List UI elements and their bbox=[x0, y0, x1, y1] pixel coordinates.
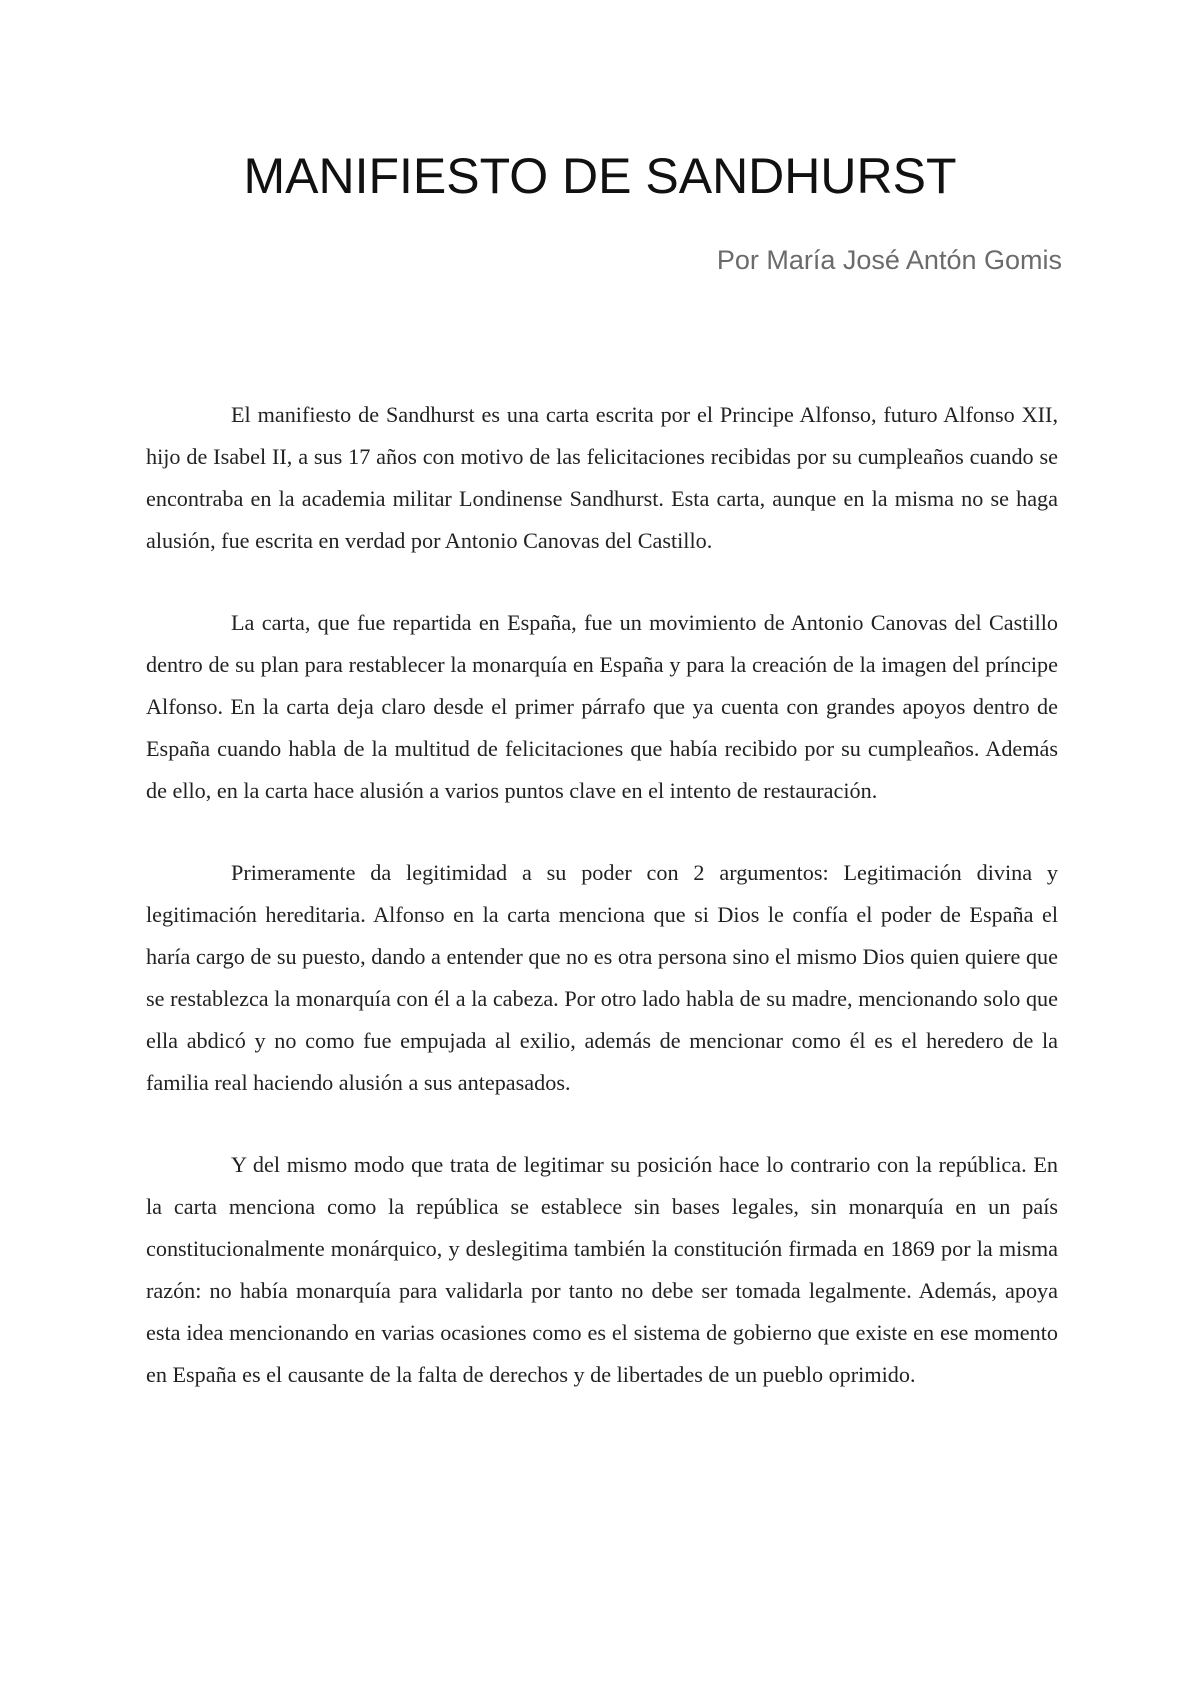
body-paragraph: La carta, que fue repartida en España, fue un movimiento de Antonio Canovas del Castillo dentro de su plan para restablecer la monarquía en España y para la creación de la imagen del príncipe Alfonso. En la carta deja claro desde el primer párrafo que ya cuenta con grandes apoyos dentro de España cuando habla de la multitud de felicitaciones que había recibido por su cumpleaños. Además de ello, en la carta hace alusión a varios puntos clave en el intento de restauración. bbox=[146, 610, 1058, 803]
document-body bbox=[146, 394, 1058, 1436]
body-paragraph: Y del mismo modo que trata de legitimar su posición hace lo contrario con la república. En la carta menciona como la república se establece sin bases legales, sin monarquía en un país constitucionalmente monárquico, y deslegitima también la constitución firmada en 1869 por la misma razón: no había monarquía para validarla por tanto no debe ser tomada legalmente. Además, apoya esta idea mencionando en varias ocasiones como es el sistema de gobierno que existe en ese momento en España es el causante de la falta de derechos y de libertades de un pueblo oprimido. bbox=[146, 1152, 1058, 1387]
body-paragraph: Primeramente da legitimidad a su poder con 2 argumentos: Legitimación divina y legitimación hereditaria. Alfonso en la carta menciona que si Dios le confía el poder de España el haría cargo de su puesto, dando a entender que no es otra persona sino el mismo Dios quien quiere que se restablezca la monarquía con él a la cabeza. Por otro lado habla de su madre, mencionando solo que ella abdicó y no como fue empujada al exilio, además de mencionar como él es el heredero de la familia real haciendo alusión a sus antepasados. bbox=[146, 860, 1058, 1095]
document-author: Por María José Antón Gomis bbox=[716, 245, 1062, 275]
body-paragraph: El manifiesto de Sandhurst es una carta escrita por el Principe Alfonso, futuro Alfonso XII, hijo de Isabel II, a sus 17 años con motivo de las felicitaciones recibidas por su cumpleaños cuando se encontraba en la academia militar Londinense Sandhurst. Esta carta, aunque en la misma no se haga alusión, fue escrita en verdad por Antonio Canovas del Castillo. bbox=[146, 402, 1058, 553]
document-title: MANIFIESTO DE SANDHURST bbox=[243, 148, 957, 204]
